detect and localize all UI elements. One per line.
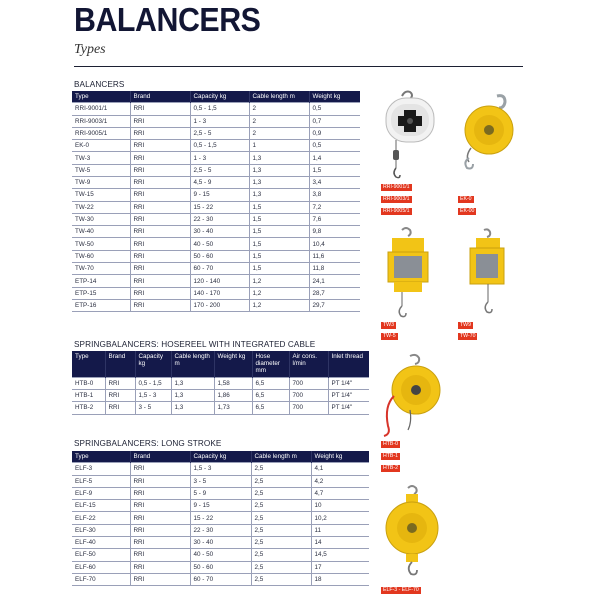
table-cell: 2,5 xyxy=(251,487,311,499)
label-htb-1: HTB-1 xyxy=(383,453,398,459)
table-cell: 50 - 60 xyxy=(190,561,251,573)
table-cell: 2,5 xyxy=(251,475,311,487)
table-cell: 1,5 xyxy=(249,226,309,238)
table-cell: 15 - 22 xyxy=(190,512,251,524)
table-cell: 50 - 60 xyxy=(190,250,249,262)
table-cell: 60 - 70 xyxy=(190,263,249,275)
hosereel-table xyxy=(72,351,369,415)
table-cell: 11,8 xyxy=(309,263,360,275)
column-header: Capacity kg xyxy=(190,451,251,463)
table-cell: 11 xyxy=(311,524,369,536)
table-cell: 2,5 xyxy=(251,536,311,548)
table-cell: 3 - 5 xyxy=(135,402,171,414)
column-header: Capacity kg xyxy=(190,91,249,103)
table-cell: 2,5 xyxy=(251,463,311,475)
table-cell: ELF-30 xyxy=(72,524,130,536)
table-cell: RRI xyxy=(130,103,190,115)
table-cell: 1,5 - 3 xyxy=(190,463,251,475)
table-row xyxy=(72,549,369,561)
table-cell: HTB-2 xyxy=(72,402,105,414)
table-cell: 40 - 50 xyxy=(190,549,251,561)
table-row xyxy=(72,377,369,389)
table-cell: 2 xyxy=(249,127,309,139)
table-cell: 1,73 xyxy=(214,402,252,414)
table-cell: TW-30 xyxy=(72,213,130,225)
table-cell: 1,5 xyxy=(309,164,360,176)
rri-balancer-image xyxy=(380,88,446,184)
table-cell: HTB-0 xyxy=(72,377,105,389)
table-cell: 2,5 - 5 xyxy=(190,127,249,139)
ek-balancer-image xyxy=(455,92,521,176)
table-cell: RRI xyxy=(130,164,190,176)
column-header: Type xyxy=(72,451,130,463)
column-header: Weight kg xyxy=(309,91,360,103)
table-cell: 18 xyxy=(311,573,369,585)
table-cell: 1 xyxy=(249,140,309,152)
table-cell: RRI xyxy=(105,389,135,401)
table-cell: 1,5 xyxy=(249,201,309,213)
table-cell: TW-3 xyxy=(72,152,130,164)
table-cell: RRI-9005/1 xyxy=(72,127,130,139)
table-cell: 5 - 9 xyxy=(190,487,251,499)
table-cell: RRI xyxy=(130,140,190,152)
table-cell: RRI xyxy=(130,299,190,311)
table-row xyxy=(72,176,360,188)
table-row xyxy=(72,263,360,275)
table-row xyxy=(72,238,360,250)
label-htb-0: HTB-0 xyxy=(383,441,398,447)
label-elf: ELF-3 - ELF-70 xyxy=(383,587,419,593)
table-cell: ELF-50 xyxy=(72,549,130,561)
column-header: Brand xyxy=(130,91,190,103)
label-tw70: TW-70 xyxy=(460,333,476,339)
table-cell: 7,6 xyxy=(309,213,360,225)
table-cell: 2,5 xyxy=(251,561,311,573)
table-cell: 2,5 xyxy=(251,500,311,512)
label-htb-2: HTB-2 xyxy=(383,465,398,471)
column-header: Inlet thread xyxy=(328,351,369,377)
column-header: Capacity kg xyxy=(135,351,171,377)
table-row xyxy=(72,475,369,487)
label-ek-0: EK-0 xyxy=(460,196,472,202)
table-cell: 6,5 xyxy=(252,389,289,401)
table-cell: 30 - 40 xyxy=(190,536,251,548)
table-cell: 120 - 140 xyxy=(190,275,249,287)
table-row xyxy=(72,103,360,115)
table-cell: 28,7 xyxy=(309,287,360,299)
table-cell: 1,3 xyxy=(249,152,309,164)
table-cell: 60 - 70 xyxy=(190,573,251,585)
table-cell: TW-60 xyxy=(72,250,130,262)
table-cell: RRI xyxy=(105,377,135,389)
column-header: Cable length m xyxy=(249,91,309,103)
table-cell: 9 - 15 xyxy=(190,500,251,512)
table-cell: 1 - 3 xyxy=(190,115,249,127)
table-cell: 700 xyxy=(289,377,328,389)
table-cell: 0,5 - 1,5 xyxy=(135,377,171,389)
table-cell: RRI xyxy=(130,549,190,561)
table-cell: RRI xyxy=(130,263,190,275)
table-cell: ETP-14 xyxy=(72,275,130,287)
table-cell: 0,5 - 1,5 xyxy=(190,103,249,115)
table-cell: 2,5 xyxy=(251,549,311,561)
table-row xyxy=(72,463,369,475)
table-row xyxy=(72,152,360,164)
table-cell: 0,9 xyxy=(309,127,360,139)
table-cell: RRI xyxy=(130,536,190,548)
table-cell: ELF-3 xyxy=(72,463,130,475)
table-cell: 22 - 30 xyxy=(190,213,249,225)
table-cell: 10,2 xyxy=(311,512,369,524)
table-row xyxy=(72,573,369,585)
table-cell: 1,3 xyxy=(249,176,309,188)
table-cell: ELF-40 xyxy=(72,536,130,548)
table-cell: 0,5 xyxy=(309,103,360,115)
table-header-row xyxy=(72,451,369,463)
table-cell: RRI xyxy=(130,213,190,225)
table-cell: 2,5 - 5 xyxy=(190,164,249,176)
table-row xyxy=(72,189,360,201)
table-cell: 1 - 3 xyxy=(190,152,249,164)
table-cell: RRI xyxy=(130,250,190,262)
table-row xyxy=(72,299,360,311)
table-row xyxy=(72,524,369,536)
table-cell: 17 xyxy=(311,561,369,573)
table-cell: PT 1/4" xyxy=(328,389,369,401)
table-row xyxy=(72,287,360,299)
table-cell: RRI xyxy=(130,115,190,127)
table-row xyxy=(72,140,360,152)
label-tw3: TW3 xyxy=(383,322,394,328)
table-cell: 30 - 40 xyxy=(190,226,249,238)
table-cell: 22 - 30 xyxy=(190,524,251,536)
page-subtitle: Types xyxy=(74,42,106,57)
table-cell: 0,5 - 1,5 xyxy=(190,140,249,152)
label-rri-9005: RRI-9005/1 xyxy=(383,208,410,214)
table-cell: RRI xyxy=(130,500,190,512)
table-cell: 0,7 xyxy=(309,115,360,127)
table-cell: 1,3 xyxy=(171,389,214,401)
table-cell: HTB-1 xyxy=(72,389,105,401)
table-cell: 1,5 xyxy=(249,263,309,275)
table-cell: 2 xyxy=(249,115,309,127)
column-header: Weight kg xyxy=(311,451,369,463)
table-row xyxy=(72,561,369,573)
table-cell: PT 1/4" xyxy=(328,402,369,414)
table-cell: 700 xyxy=(289,402,328,414)
label-rri-9003: RRI-9003/1 xyxy=(383,196,410,202)
table-cell: 1,5 - 3 xyxy=(135,389,171,401)
table-cell: RRI xyxy=(130,524,190,536)
page-title: BALANCERS xyxy=(74,1,261,38)
table-cell: 1,3 xyxy=(171,377,214,389)
column-header: Brand xyxy=(105,351,135,377)
table-row xyxy=(72,115,360,127)
table-cell: TW-40 xyxy=(72,226,130,238)
table-row xyxy=(72,389,369,401)
table-row xyxy=(72,201,360,213)
table-cell: 1,2 xyxy=(249,287,309,299)
label-tw9: TW9 xyxy=(460,322,471,328)
column-header: Type xyxy=(72,351,105,377)
table-cell: ETP-15 xyxy=(72,287,130,299)
table-cell: TW-5 xyxy=(72,164,130,176)
table-cell: 9 - 15 xyxy=(190,189,249,201)
section-title-long-stroke: SPRINGBALANCERS: LONG STROKE xyxy=(74,439,222,448)
column-header: Cable length m xyxy=(251,451,311,463)
balancers-table xyxy=(72,91,360,312)
table-row xyxy=(72,402,369,414)
table-cell: 7,2 xyxy=(309,201,360,213)
label-ek-00: EK-00 xyxy=(460,208,475,214)
column-header: Type xyxy=(72,91,130,103)
table-cell: 3 - 5 xyxy=(190,475,251,487)
table-cell: RRI xyxy=(130,573,190,585)
table-row xyxy=(72,275,360,287)
table-cell: 14,5 xyxy=(311,549,369,561)
table-cell: 10,4 xyxy=(309,238,360,250)
table-cell: ELF-70 xyxy=(72,573,130,585)
table-row xyxy=(72,213,360,225)
table-cell: 4,5 - 9 xyxy=(190,176,249,188)
table-cell: 3,4 xyxy=(309,176,360,188)
table-cell: RRI xyxy=(130,463,190,475)
table-cell: 6,5 xyxy=(252,402,289,414)
table-cell: 29,7 xyxy=(309,299,360,311)
table-cell: 3,8 xyxy=(309,189,360,201)
table-cell: 140 - 170 xyxy=(190,287,249,299)
table-cell: 1,2 xyxy=(249,275,309,287)
table-cell: RRI xyxy=(130,152,190,164)
elf-balancer-image xyxy=(384,484,444,584)
table-cell: 2 xyxy=(249,103,309,115)
table-cell: 1,3 xyxy=(171,402,214,414)
table-cell: RRI xyxy=(130,127,190,139)
table-row xyxy=(72,500,369,512)
table-cell: RRI xyxy=(130,226,190,238)
table-cell: 0,5 xyxy=(309,140,360,152)
table-cell: 1,2 xyxy=(249,299,309,311)
title-divider xyxy=(74,66,523,67)
table-cell: 1,3 xyxy=(249,164,309,176)
table-cell: 1,5 xyxy=(249,250,309,262)
table-row xyxy=(72,487,369,499)
column-header: Hose diameter mm xyxy=(252,351,289,377)
table-cell: 2,5 xyxy=(251,573,311,585)
table-cell: TW-9 xyxy=(72,176,130,188)
table-cell: 4,1 xyxy=(311,463,369,475)
section-title-hosereel: SPRINGBALANCERS: HOSEREEL WITH INTEGRATED CABLE xyxy=(74,340,316,349)
tw3-balancer-image xyxy=(380,226,440,322)
table-cell: RRI xyxy=(130,475,190,487)
table-cell: 10 xyxy=(311,500,369,512)
column-header: Air cons. l/min xyxy=(289,351,328,377)
table-row xyxy=(72,127,360,139)
table-cell: RRI xyxy=(105,402,135,414)
column-header: Weight kg xyxy=(214,351,252,377)
table-cell: 2,5 xyxy=(251,512,311,524)
table-cell: 40 - 50 xyxy=(190,238,249,250)
table-cell: ETP-16 xyxy=(72,299,130,311)
table-cell: 4,7 xyxy=(311,487,369,499)
table-cell: RRI-9003/1 xyxy=(72,115,130,127)
table-header-row xyxy=(72,351,369,377)
table-cell: TW-70 xyxy=(72,263,130,275)
table-cell: TW-22 xyxy=(72,201,130,213)
table-cell: 1,3 xyxy=(249,189,309,201)
label-rri-9001: RRI-9001/1 xyxy=(383,184,410,190)
table-cell: 6,5 xyxy=(252,377,289,389)
table-row xyxy=(72,226,360,238)
section-title-balancers: BALANCERS xyxy=(74,80,125,89)
table-row xyxy=(72,250,360,262)
table-cell: 700 xyxy=(289,389,328,401)
column-header: Cable length m xyxy=(171,351,214,377)
table-cell: 15 - 22 xyxy=(190,201,249,213)
table-cell: TW-50 xyxy=(72,238,130,250)
column-header: Brand xyxy=(130,451,190,463)
table-cell: TW-15 xyxy=(72,189,130,201)
table-cell: 1,5 xyxy=(249,213,309,225)
table-cell: 1,5 xyxy=(249,238,309,250)
label-tw5: TW-5 xyxy=(383,333,396,339)
table-cell: EK-0 xyxy=(72,140,130,152)
long-stroke-table xyxy=(72,451,369,586)
table-row xyxy=(72,512,369,524)
table-cell: ELF-9 xyxy=(72,487,130,499)
table-cell: ELF-5 xyxy=(72,475,130,487)
table-cell: 9,8 xyxy=(309,226,360,238)
table-cell: RRI xyxy=(130,487,190,499)
table-cell: RRI xyxy=(130,561,190,573)
table-cell: RRI xyxy=(130,176,190,188)
table-cell: RRI xyxy=(130,201,190,213)
table-cell: ELF-60 xyxy=(72,561,130,573)
table-cell: RRI-9001/1 xyxy=(72,103,130,115)
table-cell: RRI xyxy=(130,189,190,201)
table-cell: ELF-22 xyxy=(72,512,130,524)
table-cell: 1,86 xyxy=(214,389,252,401)
table-header-row xyxy=(72,91,360,103)
table-cell: 1,58 xyxy=(214,377,252,389)
table-cell: RRI xyxy=(130,238,190,250)
table-cell: RRI xyxy=(130,512,190,524)
table-cell: RRI xyxy=(130,275,190,287)
table-row xyxy=(72,536,369,548)
table-cell: 1,4 xyxy=(309,152,360,164)
table-row xyxy=(72,164,360,176)
table-cell: 24,1 xyxy=(309,275,360,287)
table-cell: 11,6 xyxy=(309,250,360,262)
htb-hosereel-image xyxy=(380,352,450,438)
table-cell: 4,2 xyxy=(311,475,369,487)
table-cell: 170 - 200 xyxy=(190,299,249,311)
table-cell: ELF-15 xyxy=(72,500,130,512)
tw9-balancer-image xyxy=(456,228,516,318)
table-cell: 2,5 xyxy=(251,524,311,536)
table-cell: RRI xyxy=(130,287,190,299)
table-cell: 14 xyxy=(311,536,369,548)
table-cell: PT 1/4" xyxy=(328,377,369,389)
